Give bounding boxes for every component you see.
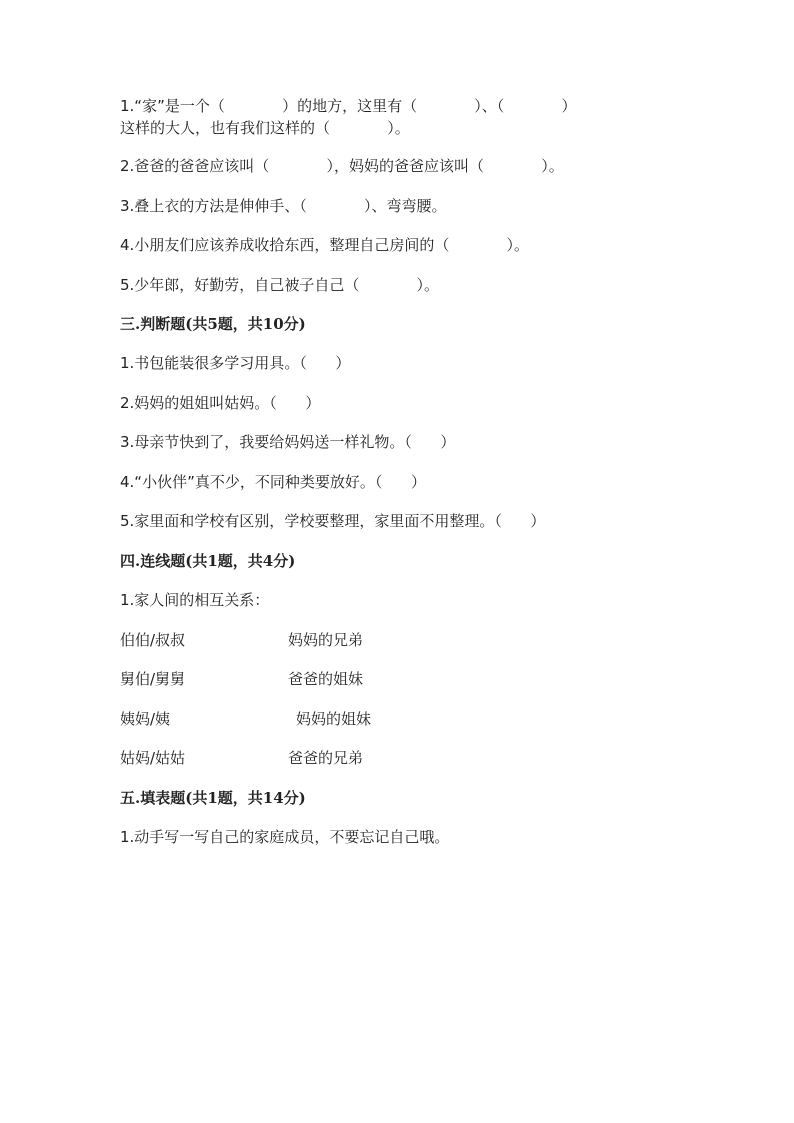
matching-left-3: 姨妈/姨 xyxy=(120,710,171,728)
matching-left-2: 舅伯/舅舅 xyxy=(120,670,186,688)
fill-question-5: 5.少年郎，好勤劳，自己被子自己（ ）。 xyxy=(120,276,440,294)
judgment-item-2: 2.妈妈的姐姐叫姑妈。（ ） xyxy=(120,394,321,412)
matching-right-1: 妈妈的兄弟 xyxy=(288,631,364,649)
fill-question-3: 3.叠上衣的方法是伸伸手、（ ）、弯弯腰。 xyxy=(120,197,447,215)
matching-left-1: 伯伯/叔叔 xyxy=(120,631,186,649)
matching-right-3: 妈妈的姐妹 xyxy=(296,710,372,728)
matching-right-4: 爸爸的兄弟 xyxy=(288,749,364,767)
table-prompt: 1.动手写一写自己的家庭成员，不要忘记自己哦。 xyxy=(120,828,450,846)
matching-section-heading: 四.连线题(共1题，共4分) xyxy=(120,552,296,570)
table-section-heading: 五.填表题(共1题，共14分) xyxy=(120,789,306,807)
fill-question-2: 2.爸爸的爸爸应该叫（ ），妈妈的爸爸应该叫（ ）。 xyxy=(120,157,564,175)
judgment-section-heading: 三.判断题(共5题，共10分) xyxy=(120,315,306,333)
matching-right-2: 爸爸的姐妹 xyxy=(288,670,364,688)
judgment-item-1: 1.书包能装很多学习用具。（ ） xyxy=(120,354,351,372)
fill-question-4: 4.小朋友们应该养成收拾东西，整理自己房间的（ ）。 xyxy=(120,236,530,254)
matching-prompt: 1.家人间的相互关系： xyxy=(120,591,270,609)
fill-question-1-line-1: 1.“家”是一个（ ）的地方，这里有（ ）、（ ） xyxy=(120,97,577,115)
judgment-item-5: 5.家里面和学校有区别，学校要整理，家里面不用整理。（ ） xyxy=(120,512,546,530)
matching-left-4: 姑妈/姑姑 xyxy=(120,749,186,767)
fill-question-1-line-2: 这样的大人，也有我们这样的（ ）。 xyxy=(120,119,410,137)
judgment-item-3: 3.母亲节快到了，我要给妈妈送一样礼物。（ ） xyxy=(120,433,456,451)
judgment-item-4: 4.“小伙伴”真不少，不同种类要放好。（ ） xyxy=(120,473,426,491)
